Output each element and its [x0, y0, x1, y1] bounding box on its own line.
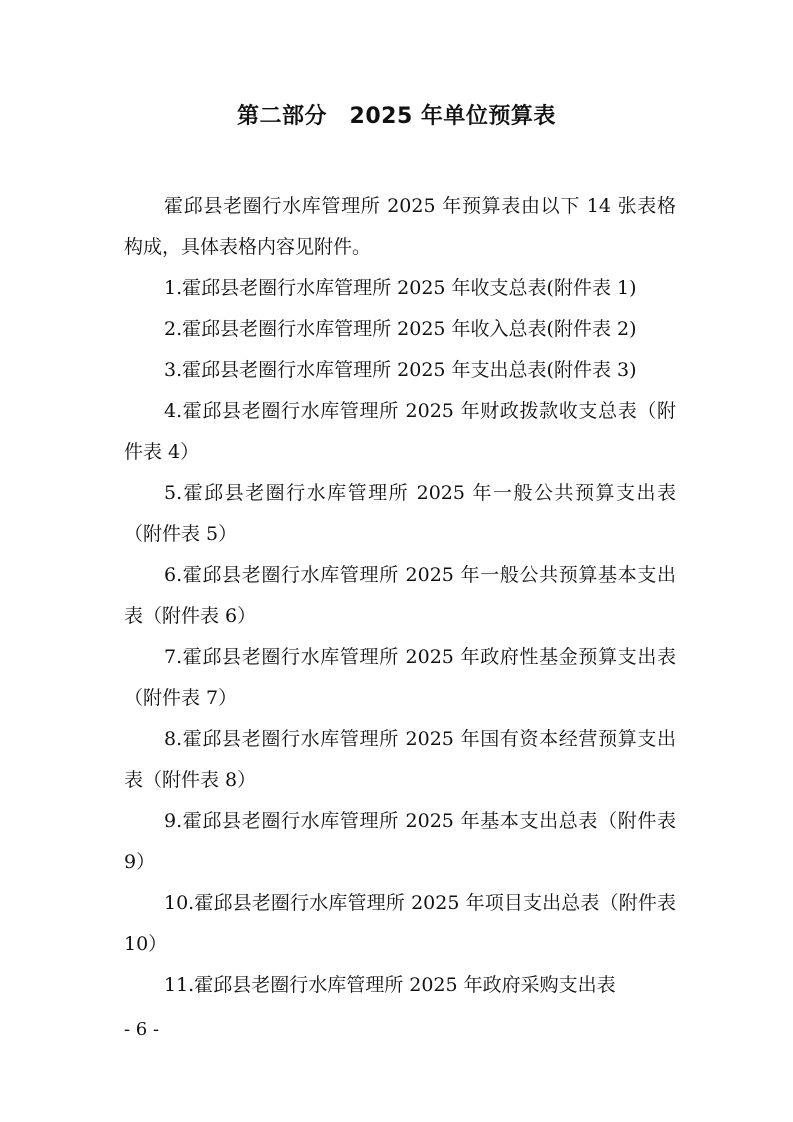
- list-item: 5.霍邱县老圈行水库管理所 2025 年一般公共预算支出表（附件表 5）: [124, 482, 676, 545]
- page-title: 第二部分 2025 年单位预算表: [237, 104, 556, 129]
- document-body: [124, 186, 676, 1006]
- list-item: 10.霍邱县老圈行水库管理所 2025 年项目支出总表（附件表 10）: [124, 892, 676, 955]
- list-item: 8.霍邱县老圈行水库管理所 2025 年国有资本经营预算支出表（附件表 8）: [124, 728, 676, 791]
- list-item: 9.霍邱县老圈行水库管理所 2025 年基本支出总表（附件表 9）: [124, 810, 676, 873]
- intro-paragraph: 霍邱县老圈行水库管理所 2025 年预算表由以下 14 张表格构成，具体表格内容见附件。: [124, 195, 676, 258]
- list-item: 1.霍邱县老圈行水库管理所 2025 年收支总表(附件表 1): [164, 277, 637, 299]
- list-item: 4.霍邱县老圈行水库管理所 2025 年财政拨款收支总表（附件表 4）: [124, 400, 676, 463]
- page-number: - 6 -: [124, 1019, 160, 1040]
- list-item: 11.霍邱县老圈行水库管理所 2025 年政府采购支出表: [164, 974, 616, 996]
- list-item: 6.霍邱县老圈行水库管理所 2025 年一般公共预算基本支出表（附件表 6）: [124, 564, 676, 627]
- list-item: 3.霍邱县老圈行水库管理所 2025 年支出总表(附件表 3): [164, 359, 637, 381]
- list-item: 7.霍邱县老圈行水库管理所 2025 年政府性基金预算支出表（附件表 7）: [124, 646, 676, 709]
- list-item: 2.霍邱县老圈行水库管理所 2025 年收入总表(附件表 2): [164, 318, 637, 340]
